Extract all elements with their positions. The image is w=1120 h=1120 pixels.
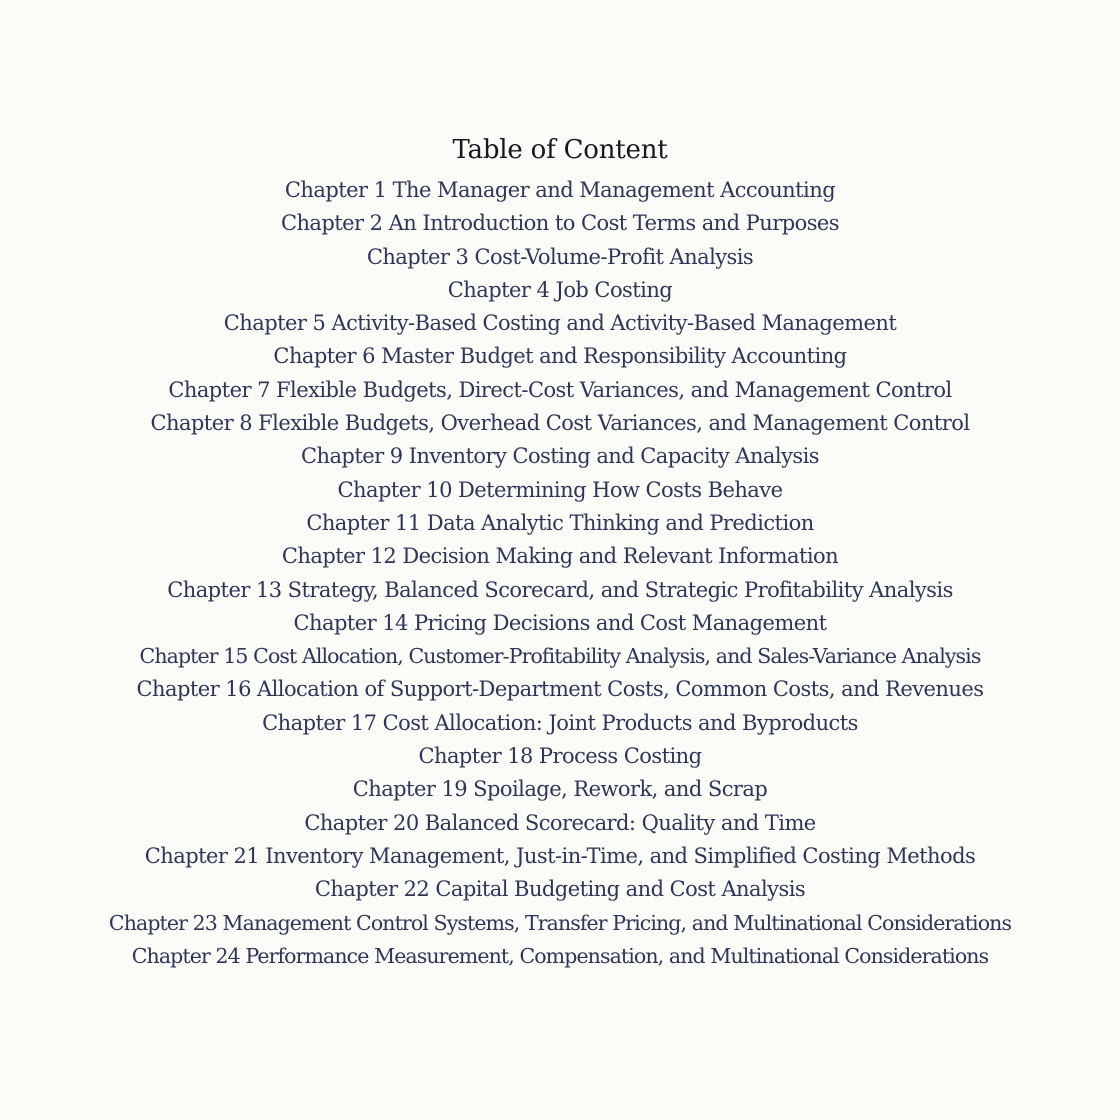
toc-chapter-14: Chapter 14 Pricing Decisions and Cost Management	[293, 610, 827, 635]
toc-chapter-23: Chapter 23 Management Control Systems, Transfer Pricing, and Multinational Considerations	[108, 910, 1012, 935]
toc-chapter-16: Chapter 16 Allocation of Support-Department Costs, Common Costs, and Revenues	[136, 677, 984, 702]
toc-chapter-18: Chapter 18 Process Costing	[418, 744, 702, 769]
toc-chapter-12: Chapter 12 Decision Making and Relevant Information	[281, 544, 839, 569]
toc-chapter-6: Chapter 6 Master Budget and Responsibility Accounting	[273, 344, 847, 369]
toc-chapter-9: Chapter 9 Inventory Costing and Capacity Analysis	[300, 444, 820, 469]
toc-chapter-22: Chapter 22 Capital Budgeting and Cost Analysis	[314, 877, 806, 902]
toc-chapter-20: Chapter 20 Balanced Scorecard: Quality and Time	[304, 810, 816, 835]
toc-chapter-17: Chapter 17 Cost Allocation: Joint Products and Byproducts	[262, 710, 858, 735]
toc-chapter-13: Chapter 13 Strategy, Balanced Scorecard, and Strategic Profitability Analysis	[167, 577, 953, 602]
toc-chapter-8: Chapter 8 Flexible Budgets, Overhead Cost Variances, and Management Control	[150, 411, 970, 436]
toc-chapter-10: Chapter 10 Determining How Costs Behave	[337, 477, 783, 502]
table-of-contents	[0, 174, 1120, 973]
toc-chapter-15: Chapter 15 Cost Allocation, Customer-Profitability Analysis, and Sales-Variance Analysis	[139, 644, 981, 669]
toc-chapter-21: Chapter 21 Inventory Management, Just-in-Time, and Simplified Costing Methods	[144, 843, 976, 868]
toc-chapter-11: Chapter 11 Data Analytic Thinking and Prediction	[306, 510, 814, 535]
page-title: Table of Content	[452, 135, 668, 165]
toc-chapter-1: Chapter 1 The Manager and Management Accounting	[284, 178, 836, 202]
toc-chapter-7: Chapter 7 Flexible Budgets, Direct-Cost Variances, and Management Control	[168, 377, 952, 402]
toc-chapter-3: Chapter 3 Cost-Volume-Profit Analysis	[366, 244, 754, 269]
toc-chapter-19: Chapter 19 Spoilage, Rework, and Scrap	[352, 777, 768, 802]
toc-chapter-2: Chapter 2 An Introduction to Cost Terms and Purposes	[280, 211, 840, 236]
toc-chapter-5: Chapter 5 Activity-Based Costing and Activity-Based Management	[223, 311, 897, 336]
toc-chapter-4: Chapter 4 Job Costing	[447, 277, 673, 302]
toc-chapter-24: Chapter 24 Performance Measurement, Compensation, and Multinational Considerations	[131, 943, 989, 968]
